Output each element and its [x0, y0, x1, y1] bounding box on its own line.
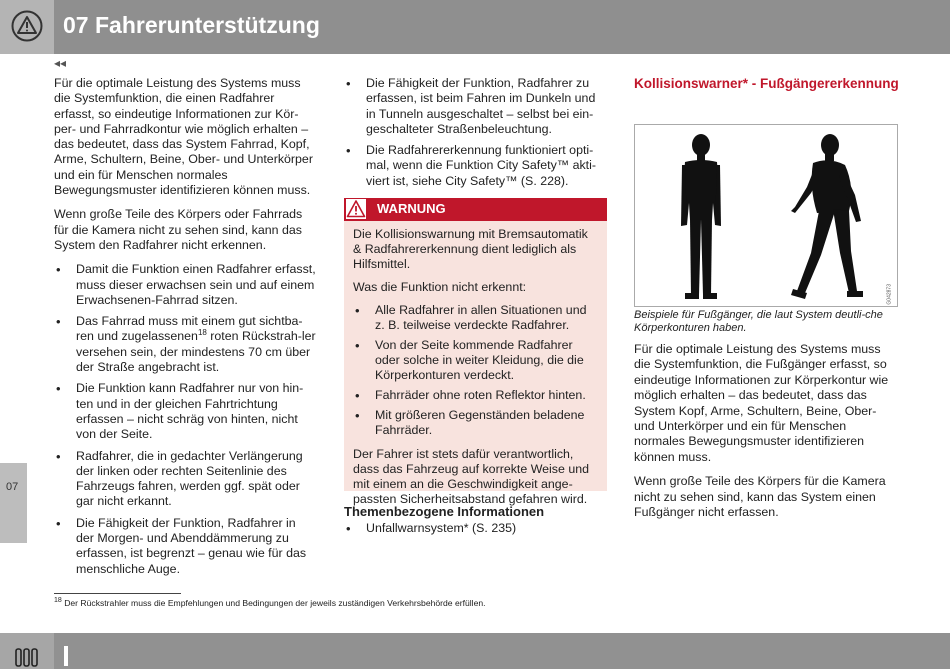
- col2-bullet-list: [344, 76, 607, 189]
- related-info-link[interactable]: • Unfallwarnsystem* (S. 235): [344, 521, 607, 536]
- footnote-divider: [54, 593, 181, 594]
- footnote-text: Der Rückstrahler muss die Empfehlungen und Bedingungen der jeweils zuständigen Verkehrsbehörde erfüllen.: [64, 598, 486, 608]
- warning-body: [344, 221, 607, 507]
- column-right: [634, 76, 899, 116]
- page-title: 07 Fahrerunterstützung: [63, 12, 320, 38]
- list-item: • Von der Seite kommende Radfahrer oder solche in weiter Kleidung, die die Körperkonturen verdeckt.: [353, 338, 598, 383]
- section-heading: Kollisionswarner* - Fußgängererkennung: [634, 76, 899, 91]
- list-item: • Die Radfahrererkennung funktioniert opti-mal, wenn die Funktion City Safety™ akti-viert ist, siehe City Safety™ (S. 228).: [344, 143, 607, 189]
- list-item: • Die Fähigkeit der Funktion, Radfahrer in der Morgen- und Abenddämmerung zu erfassen, ist begrenzt – genau wie für das menschliche Auge.: [54, 516, 316, 577]
- list-item-text-tail: roten Rückstrah-ler versehen sein, der mindestens 70 cm über der Straße angebracht ist.: [76, 329, 316, 375]
- pedestrian-figure: [634, 124, 898, 307]
- col1-paragraph-2: Wenn große Teile des Körpers oder Fahrrads für die Kamera nicht zu sehen sind, kann das System den Radfahrer nicht erkennen.: [54, 207, 303, 252]
- list-item: • Die Funktion kann Radfahrer nur von hin-ten und in der gleichen Fahrtrichtung erfassen – nicht schräg von hinten, nicht von der Seite.: [54, 381, 316, 442]
- page-position-marker: [64, 646, 68, 666]
- warning-circle-icon: [11, 10, 43, 42]
- chapter-side-tab[interactable]: [0, 463, 27, 543]
- list-item: [54, 314, 316, 375]
- list-item: • Die Fähigkeit der Funktion, Radfahrer zu erfassen, ist beim Fahren im Dunkeln und in Tunneln ausgeschaltet – selbst bei ein-geschalteter Straßenbeleuchtung.: [344, 76, 607, 137]
- related-info: [344, 504, 607, 545]
- footnote: [54, 598, 486, 608]
- figure-caption: Beispiele für Fußgänger, die laut System deutli-che Körperkonturen haben.: [634, 309, 883, 334]
- warning-box: [344, 198, 607, 506]
- footnote-number: 18: [54, 597, 62, 605]
- standing-pedestrian-silhouette: [681, 134, 721, 299]
- col1-bullet-list: [54, 262, 316, 577]
- pedestrian-silhouettes-image: [635, 125, 897, 306]
- list-item: • Mit größeren Gegenständen beladene Fahrräder.: [353, 408, 598, 438]
- warning-paragraph-2: Was die Funktion nicht erkennt:: [353, 280, 527, 294]
- header-icon-box: [0, 0, 54, 54]
- related-info-heading: Themenbezogene Informationen: [344, 504, 545, 519]
- walking-pedestrian-silhouette: [791, 134, 863, 299]
- list-item: • Alle Radfahrer in allen Situationen und z. B. teilweise verdeckte Radfahrer.: [353, 303, 598, 333]
- list-item: • Fahrräder ohne roten Reflektor hinten.: [353, 388, 598, 403]
- page-footer: [0, 633, 950, 669]
- warning-header: [344, 198, 607, 221]
- col1-paragraph-1: Für die optimale Leistung des Systems muss die Systemfunktion, die einen Radfahrer erfasst, so eindeutige Informationen zur Kör-per- und Fahrradkontur wie möglich erhalten – das bedeutet, dass das System Fahrrad, Kopf, Arme, Schultern, Beine, Ober- und Unterkörper und ein für Menschen normales Bewegungsmuster identifizieren können muss.: [54, 76, 313, 198]
- column-left: [54, 76, 316, 586]
- col3-paragraph-1: Für die optimale Leistung des Systems muss die Systemfunktion, die Fußgänger erfasst, so eindeutige Informationen zur Körperkontur wie möglich erhalten – das bedeutet, dass das System Kopf, Arme, Schultern, Beine, Ober- und Unterkörper und ein für Menschen normales Bewegungsmuster identifizieren können muss.: [634, 342, 889, 464]
- col3-paragraph-2: Wenn große Teile des Körpers für die Kamera nicht zu sehen sind, kann das System einen Fußgänger nicht erfassen.: [634, 474, 886, 520]
- list-item: • Damit die Funktion einen Radfahrer erfasst, muss dieser erwachsen sein und auf einem Erwachsenen-Fahrrad sitzen.: [54, 262, 316, 308]
- warning-paragraph-3: Der Fahrer ist stets dafür verantwortlich, dass das Fahrzeug auf korrekte Weise und mit einem an die Geschwindigkeit ange-passten Sicherheitsabstand gefahren wird.: [353, 447, 590, 506]
- warning-title: WARNUNG: [377, 201, 446, 216]
- column-right-body: [634, 342, 900, 529]
- previous-page-marker[interactable]: ◂◂: [54, 56, 67, 70]
- warning-paragraph-1: Die Kollisionswarnung mit Bremsautomatik & Radfahrererkennung dient lediglich als Hilfsmittel.: [353, 227, 588, 271]
- chapter-side-tab-label: 07: [6, 481, 19, 493]
- footnote-ref[interactable]: 18: [197, 328, 207, 338]
- warning-bullet-list: [353, 303, 598, 438]
- book-pages-icon[interactable]: [15, 646, 39, 668]
- list-item-text: Das Fahrrad muss mit einem gut sichtba-ren und zugelassenen: [76, 314, 303, 344]
- column-middle: [344, 76, 607, 198]
- list-item: • Radfahrer, die in gedachter Verlängerung der linken oder rechten Seitenlinie des Fahrzeugs fahren, werden ggf. spät oder gar nicht erkannt.: [54, 449, 316, 510]
- related-info-list: [344, 521, 607, 536]
- figure-code: G042873: [887, 284, 893, 305]
- warning-triangle-icon: [346, 199, 366, 219]
